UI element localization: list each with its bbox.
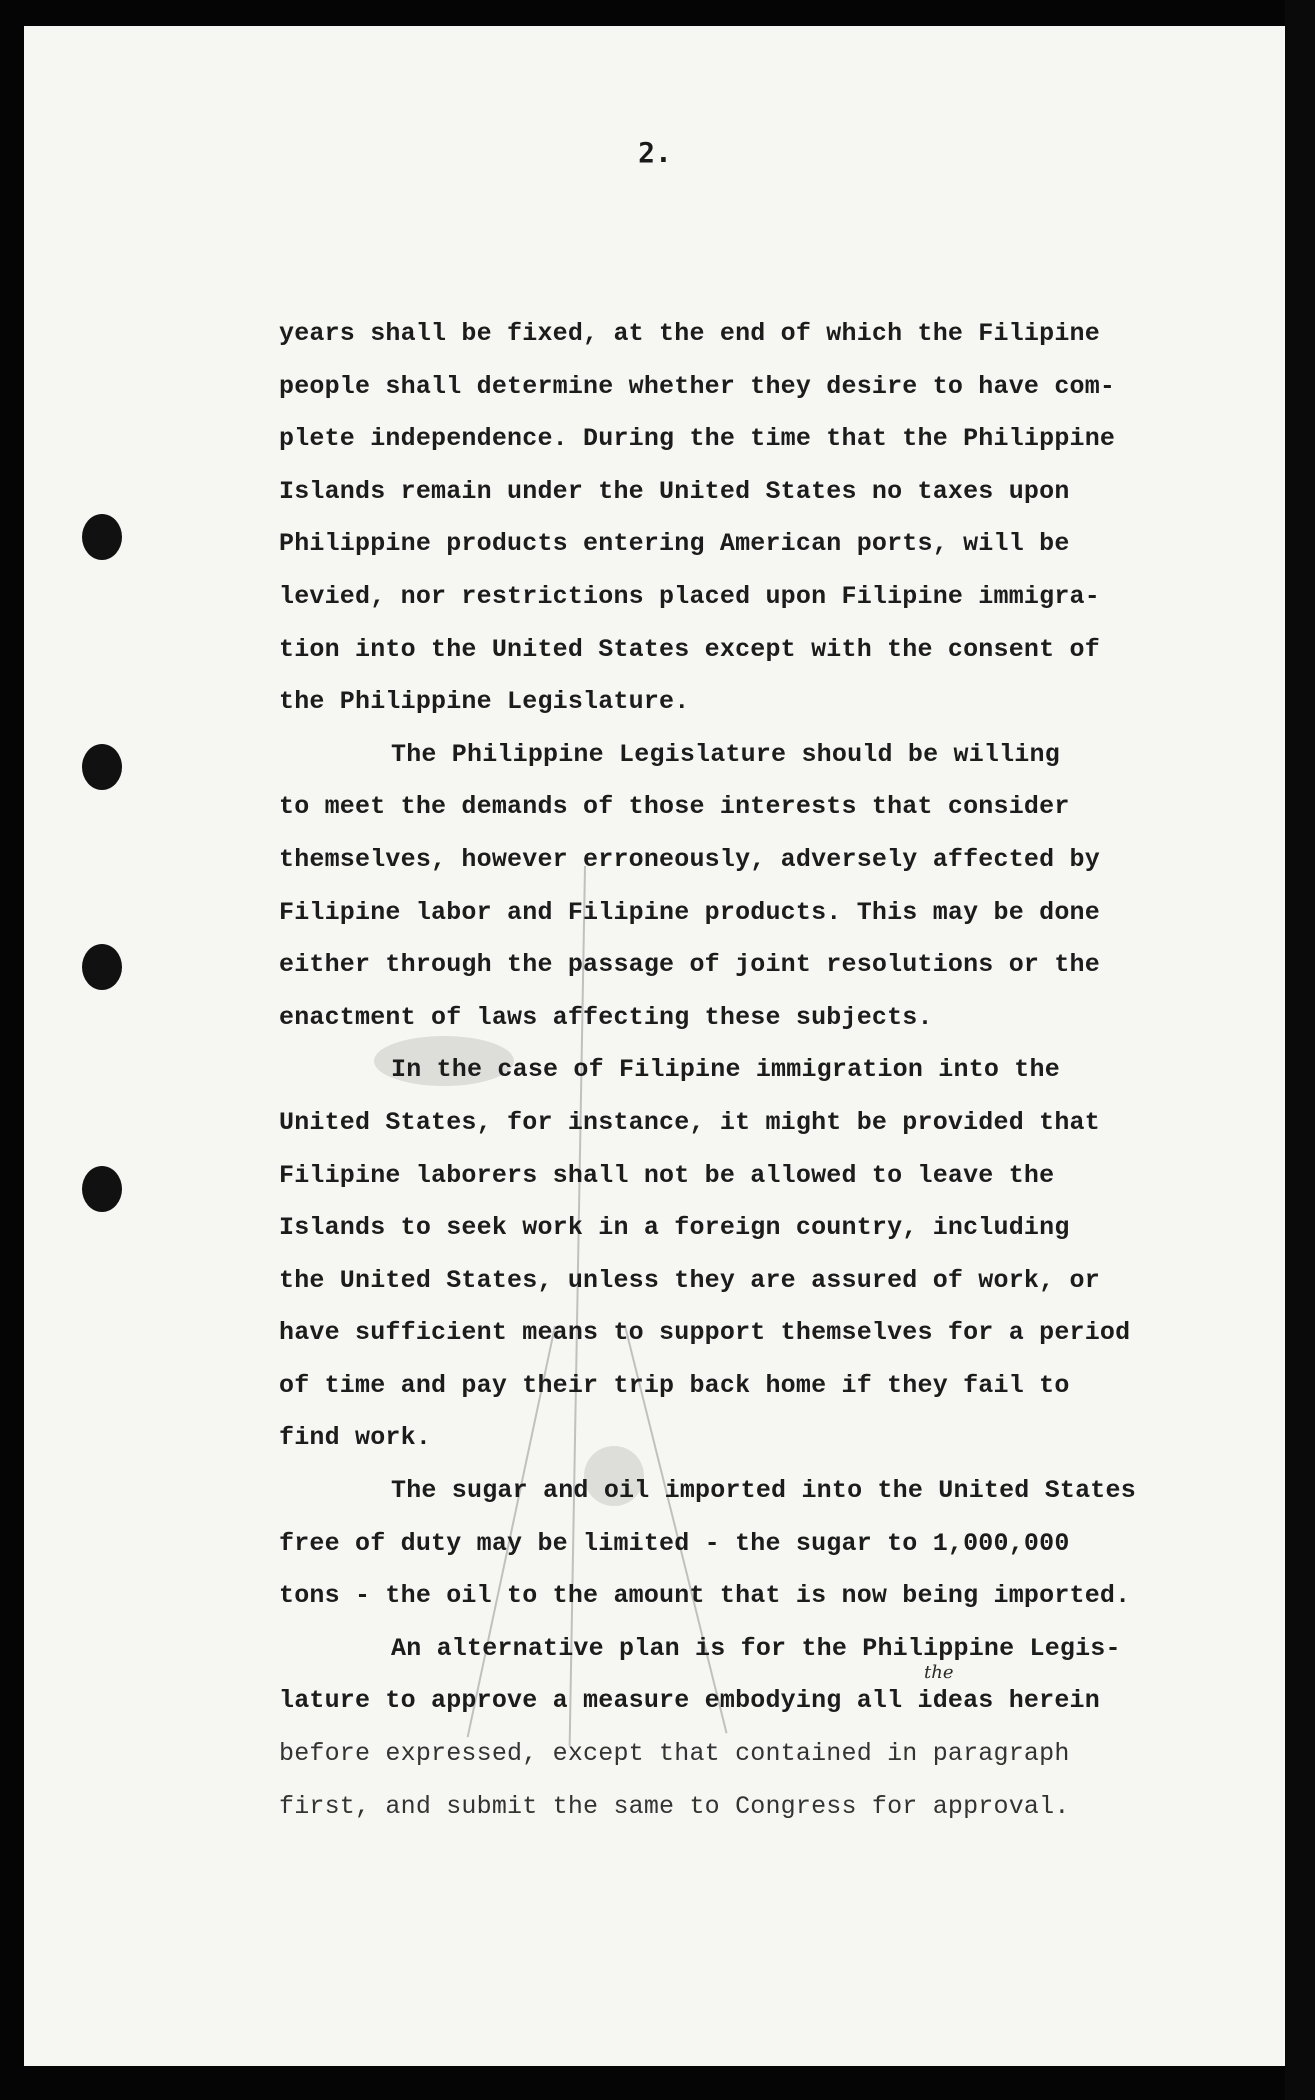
text-line: tion into the United States except with the consent of <box>279 634 1100 664</box>
text-line: first, and submit the same to Congress for approval. <box>279 1791 1070 1821</box>
text-line: find work. <box>279 1423 432 1453</box>
punch-hole <box>82 944 122 990</box>
punch-hole <box>82 744 122 790</box>
document-page <box>24 26 1292 2066</box>
text-line: people shall determine whether they desire to have com- <box>279 371 1116 401</box>
text-line: Filipine laborers shall not be allowed to leave the <box>279 1160 1055 1190</box>
text-line: plete independence. During the time that the Philippine <box>279 424 1116 454</box>
text-line: of time and pay their trip back home if they fail to <box>279 1370 1070 1400</box>
punch-hole <box>82 1166 122 1212</box>
text-line: the United States, unless they are assured of work, or <box>279 1265 1100 1295</box>
text-line: Philippine products entering American ports, will be <box>279 529 1070 559</box>
text-line: An alternative plan is for the Philippine Legis- <box>391 1633 1121 1663</box>
text-line: to meet the demands of those interests that consider <box>279 792 1070 822</box>
text-line: enactment of laws affecting these subjects. <box>279 1002 933 1032</box>
punch-hole <box>82 514 122 560</box>
text-line: Islands to seek work in a foreign country, including <box>279 1213 1070 1243</box>
text-line: either through the passage of joint resolutions or the <box>279 950 1100 980</box>
text-line: years shall be fixed, at the end of which the Filipine <box>279 319 1100 348</box>
text-line: levied, nor restrictions placed upon Filipine immigra- <box>279 581 1100 611</box>
text-line: The sugar and oil imported into the United States <box>391 1476 1136 1506</box>
text-line: free of duty may be limited - the sugar to 1,000,000 <box>279 1528 1070 1558</box>
scan-edge <box>1285 0 1315 2100</box>
text-line: the Philippine Legislature. <box>279 687 690 717</box>
handwritten-annotation: the <box>924 1662 954 1683</box>
text-line: before expressed, except that contained in paragraph <box>279 1739 1070 1769</box>
text-line: The Philippine Legislature should be willing <box>391 739 1060 769</box>
text-line: Filipine labor and Filipine products. This may be done <box>279 897 1100 927</box>
text-line: United States, for instance, it might be provided that <box>279 1107 1100 1137</box>
text-line: In the case of Filipine immigration into the <box>391 1055 1060 1085</box>
page-number: 2. <box>638 136 672 169</box>
body-text <box>279 308 1199 1833</box>
text-line: tons - the oil to the amount that is now being imported. <box>279 1581 1131 1611</box>
text-line: Islands remain under the United States no taxes upon <box>279 476 1070 506</box>
text-line: themselves, however erroneously, adversely affected by <box>279 844 1100 874</box>
text-line: have sufficient means to support themselves for a period <box>279 1318 1131 1348</box>
text-line: lature to approve a measure embodying all ideas herein <box>279 1686 1100 1716</box>
